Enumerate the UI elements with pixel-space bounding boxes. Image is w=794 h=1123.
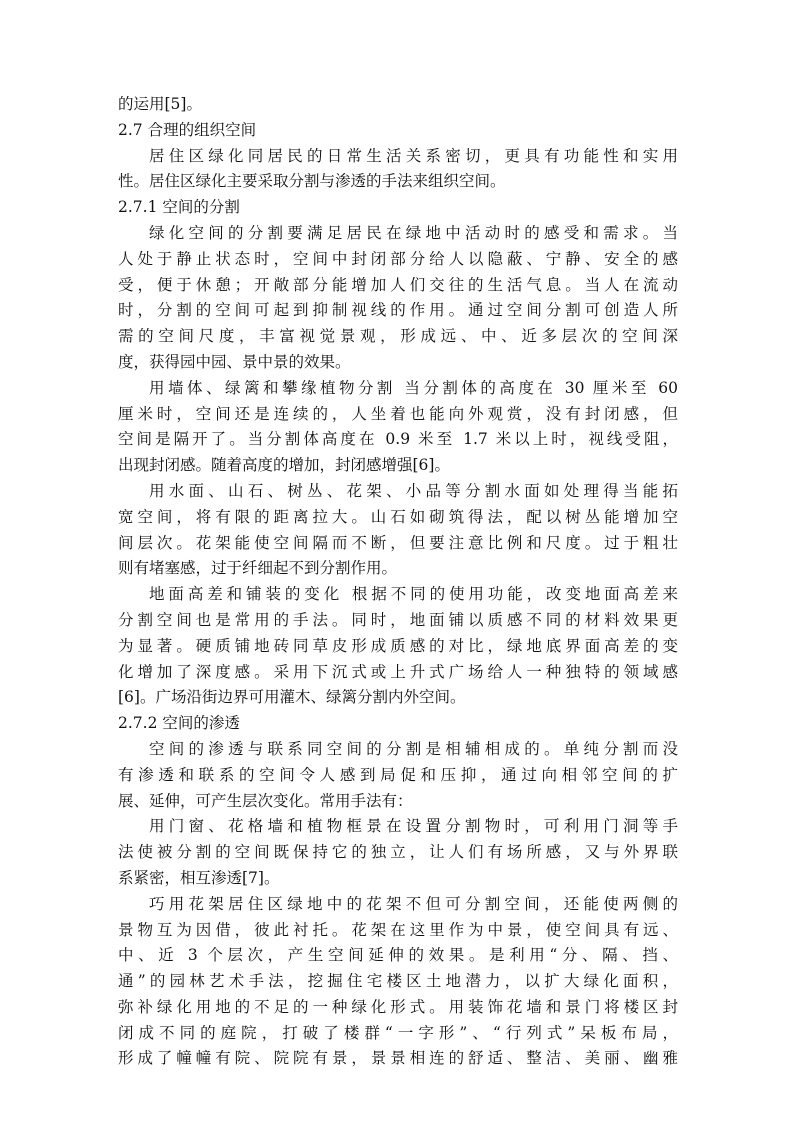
document-page bbox=[118, 92, 678, 1072]
text-line: 分割空间也是常用的手法。同时，地面铺以质感不同的材料效果更 bbox=[118, 610, 678, 629]
text-line: 法使被分割的空间既保持它的独立，让人们有场所感，又与外界联 bbox=[118, 843, 678, 862]
text-line: 空间的渗透与联系同空间的分割是相辅相成的。单纯分割而没 bbox=[149, 739, 678, 758]
text-line: 系紧密，相互渗透[7]。 bbox=[118, 868, 280, 887]
text-line: 景物互为因借，彼此衬托。花架在这里作为中景，使空间具有远、 bbox=[118, 920, 678, 939]
text-line: 用水面、山石、树丛、花架、小品等分割水面如处理得当能拓 bbox=[149, 481, 678, 500]
section-heading: 2.7 合理的组织空间 bbox=[118, 120, 257, 139]
text-line: 用门窗、花格墙和植物框景在设置分割物时，可利用门洞等手 bbox=[149, 817, 678, 836]
text-line: 巧用花架居住区绿地中的花架不但可分割空间，还能使两侧的 bbox=[149, 894, 678, 913]
text-line: 闭成不同的庭院，打破了楼群“一字形”、“行列式”呆板布局， bbox=[118, 1023, 678, 1042]
text-line: 宽空间，将有限的距离拉大。山石如砌筑得法，配以树丛能增加空 bbox=[118, 507, 678, 526]
text-line: 地面高差和铺装的变化 根据不同的使用功能，改变地面高差来 bbox=[149, 585, 678, 604]
text-line: 化增加了深度感。采用下沉式或上升式广场给人一种独特的领域感 bbox=[118, 662, 678, 681]
text-line: 中、近 3 个层次，产生空间延伸的效果。是利用“分、隔、挡、 bbox=[118, 946, 678, 965]
text-line: 需的空间尺度，丰富视觉景观，形成远、中、近多层次的空间深 bbox=[118, 327, 678, 346]
text-line: 展、延伸，可产生层次变化。常用手法有： bbox=[118, 791, 413, 810]
text-line: 度，获得园中园、景中景的效果。 bbox=[118, 352, 351, 371]
text-line: 性。居住区绿化主要采取分割与渗透的手法来组织空间。 bbox=[118, 172, 506, 191]
text-line: 间层次。花架能使空间隔而不断，但要注意比例和尺度。过于粗壮 bbox=[118, 533, 678, 552]
text-line: 弥补绿化用地的不足的一种绿化形式。用装饰花墙和景门将楼区封 bbox=[118, 997, 678, 1016]
text-line: 形成了幢幢有院、院院有景，景景相连的舒适、整洁、美丽、幽雅 bbox=[118, 1049, 678, 1068]
text-line: 有渗透和联系的空间令人感到局促和压抑，通过向相邻空间的扩 bbox=[118, 765, 678, 784]
text-line: 出现封闭感。随着高度的增加，封闭感增强[6]。 bbox=[118, 456, 450, 475]
text-line: 居住区绿化同居民的日常生活关系密切，更具有功能性和实用 bbox=[149, 146, 678, 165]
text-line: 厘米时，空间还是连续的，人坐着也能向外观赏，没有封闭感，但 bbox=[118, 404, 678, 423]
section-heading: 2.7.2 空间的渗透 bbox=[118, 714, 240, 733]
text-line: 受，便于休憩；开敞部分能增加人们交往的生活气息。当人在流动 bbox=[118, 275, 678, 294]
text-line: 时，分割的空间可起到抑制视线的作用。通过空间分割可创造人所 bbox=[118, 301, 678, 320]
text-line: 用墙体、绿篱和攀缘植物分割 当分割体的高度在 30 厘米至 60 bbox=[149, 378, 678, 397]
text-line: 绿化空间的分割要满足居民在绿地中活动时的感受和需求。当 bbox=[149, 223, 678, 242]
text-line: [6]。广场沿街边界可用灌木、绿篱分割内外空间。 bbox=[118, 688, 466, 707]
text-line: 的运用[5]。 bbox=[118, 95, 202, 113]
text-line: 人处于静止状态时，空间中封闭部分给人以隐蔽、宁静、安全的感 bbox=[118, 249, 678, 268]
section-heading: 2.7.1 空间的分割 bbox=[118, 198, 240, 217]
text-line: 为显著。硬质铺地砖同草皮形成质感的对比，绿地底界面高差的变 bbox=[118, 636, 678, 655]
text-line: 空间是隔开了。当分割体高度在 0.9 米至 1.7 米以上时，视线受阻， bbox=[118, 430, 678, 449]
text-line: 通”的园林艺术手法，挖掘住宅楼区土地潜力，以扩大绿化面积， bbox=[118, 972, 678, 991]
text-line: 则有堵塞感，过于纤细起不到分割作用。 bbox=[118, 559, 398, 578]
